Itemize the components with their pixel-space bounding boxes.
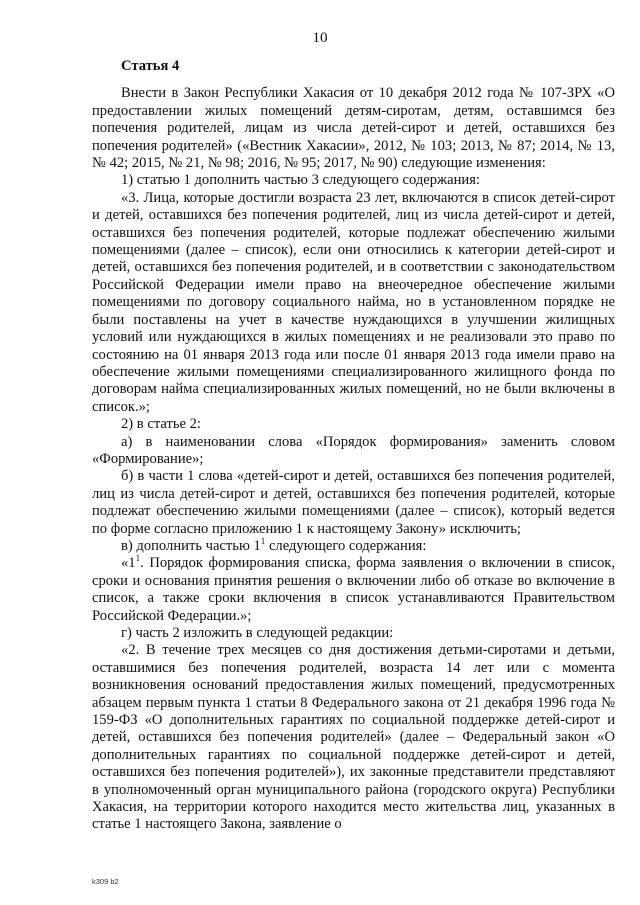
page-number: 10 bbox=[312, 30, 328, 46]
superscript: 1 bbox=[260, 536, 266, 547]
paragraph-item-a: а) в наименовании слова «Порядок формирования» заменить словом «Формирование»; bbox=[92, 433, 615, 467]
paragraph-quote-part-1-1 bbox=[92, 555, 615, 625]
quote-start: «1 bbox=[121, 555, 136, 572]
paragraph-item-2: 2) в статье 2: bbox=[121, 416, 201, 433]
paragraph-item-v bbox=[92, 538, 615, 555]
paragraph-item-v-text-end: следующего содержания: bbox=[265, 537, 427, 554]
quote-text: . Порядок формирования списка, форма заявления о включении в список, сроки и основания принятия решения о включении либо об отказе во включение в список, а также сроки включения в список устанавливаются Правительством Российской Федерации.»; bbox=[92, 555, 615, 624]
footer-code: k309 b2 bbox=[92, 877, 119, 886]
paragraph-item-v-text: в) дополнить частью 1 bbox=[121, 537, 261, 554]
article-title: Статья 4 bbox=[121, 58, 180, 74]
superscript: 1 bbox=[135, 553, 141, 564]
paragraph-item-1: 1) статью 1 дополнить частью 3 следующего содержания: bbox=[121, 172, 480, 189]
document-body bbox=[92, 58, 615, 834]
paragraph-quote-part-2: «2. В течение трех месяцев со дня достижения детьми-сиротами и детьми, оставшимися без попечения родителей, возраста 14 лет или с момента возникновения оснований предоставления жилых помещений, предусмотренных абзацем первым пункта 1 статьи 8 Федерального закона от 21 декабря 1996 года № 159-ФЗ «О дополнительных гарантиях по социальной поддержке детей-сирот и детей, оставшихся без попечения родителей» (далее – Федеральный закон «О дополнительных гарантиях по социальной поддержке детей-сирот и детей, оставшихся без попечения родителей»), их законные представители представляют в уполномоченный орган муниципального района (городского округа) Республики Хакасия, на территории которого находится место жительства лиц, указанных в статье 1 настоящего Закона, заявление о bbox=[92, 642, 615, 833]
paragraph-item-b: б) в части 1 слова «детей-сирот и детей, оставшихся без попечения родителей, лиц из числа детей-сирот и детей, оставшихся без попечения родителей, которые подлежат обеспечению жилыми помещениями (далее – список), который ведется по форме согласно приложению 1 к настоящему Закону» исключить; bbox=[92, 468, 615, 537]
paragraph-item-g: г) часть 2 изложить в следующей редакции: bbox=[121, 625, 394, 641]
paragraph-quote-part-3: «3. Лица, которые достигли возраста 23 лет, включаются в список детей-сирот и детей, оставшихся без попечения родителей, лиц из числа детей-сирот и детей, оставшихся без попечения родителей, которые подлежат обеспечению жилыми помещениями (далее – список), если они относились к категории детей-сирот и детей, оставшихся без попечения родителей, и в соответствии с законодательством Российской Федерации имели право на внеочередное обеспечение жилыми помещениями по договору социального найма, но в установленном порядке не были поставлены на учет в качестве нуждающихся в улучшении жилищных условий или нуждающихся в жилых помещениях и не реализовали это право по состоянию на 01 января 2013 года или после 01 января 2013 года имели право на обеспечение жилыми помещениями специализированного жилищного фонда по договорам найма специализированных жилых помещений, но не были включены в список.»; bbox=[92, 189, 615, 415]
paragraph-intro: Внести в Закон Республики Хакасия от 10 декабря 2012 года № 107-ЗРХ «О предоставлении жилых помещений детям-сиротам, детям, оставшимся без попечения родителей, лицам из числа детей-сирот и детей, оставшихся без попечения родителей» («Вестник Хакасии», 2012, № 103; 2013, № 87; 2014, № 13, № 42; 2015, № 21, № 98; 2016, № 95; 2017, № 90) следующие изменения: bbox=[92, 85, 615, 172]
